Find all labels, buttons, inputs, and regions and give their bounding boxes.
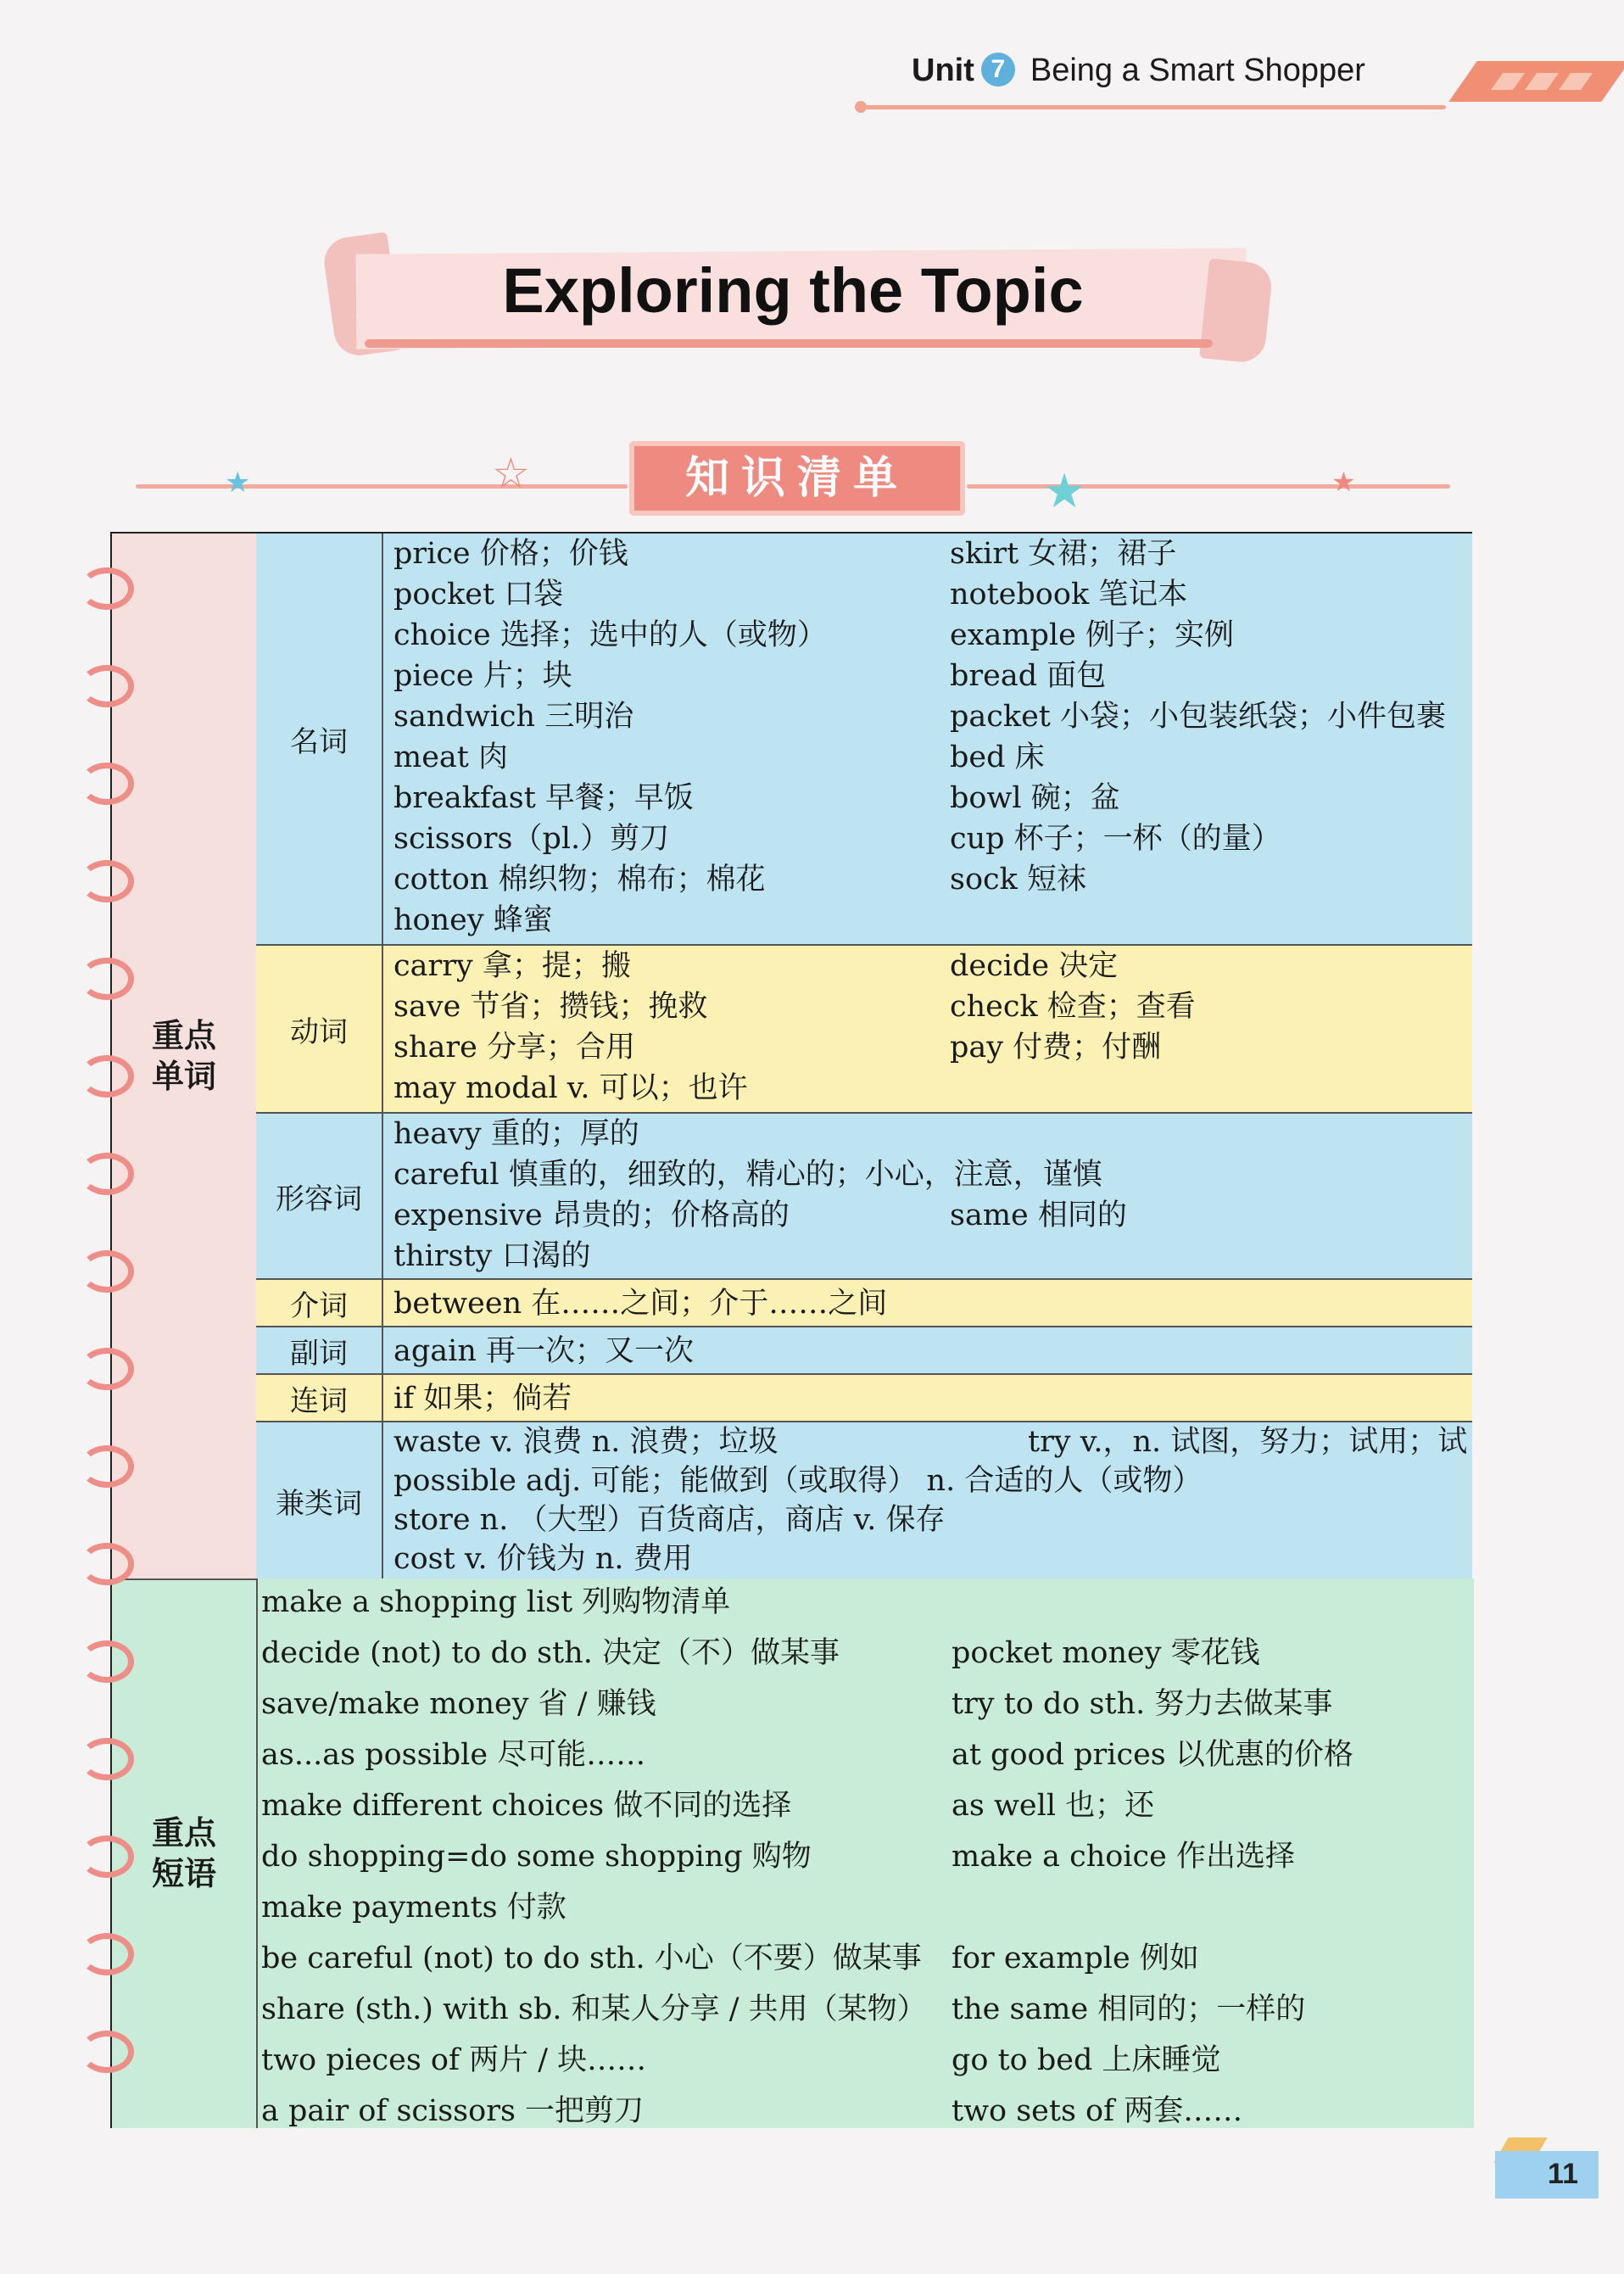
list-item: bowl 碗；盆	[950, 781, 1120, 815]
list-item: notebook 笔记本	[950, 578, 1188, 612]
adverb-text: again 再一次；又一次	[393, 1334, 694, 1368]
list-item: packet 小袋；小包装纸袋；小件包裹	[950, 700, 1446, 734]
list-item: expensive 昂贵的；价格高的	[393, 1198, 790, 1232]
binder-ring	[80, 1640, 134, 1683]
list-item: pay 付费；付酬	[950, 1031, 1162, 1064]
list-item: save 节省；攒钱；挽救	[393, 990, 708, 1024]
list-item: cotton 棉织物；棉布；棉花	[393, 863, 766, 897]
binder-ring	[80, 1153, 134, 1195]
page-number-box	[1495, 2151, 1599, 2199]
list-item: decide (not) to do sth. 决定（不）做某事	[261, 1636, 840, 1670]
binder-ring	[80, 763, 134, 805]
binder-ring	[80, 1055, 134, 1098]
list-item: bed 床	[950, 740, 1045, 774]
unit-header	[912, 53, 1365, 89]
star-icon: ★	[1331, 466, 1356, 498]
binder-ring	[80, 1835, 134, 1878]
star-icon: ★	[225, 466, 251, 500]
preposition-row	[256, 1278, 1472, 1326]
phrases-col2	[952, 1577, 1353, 2137]
list-item: cost v. 价钱为 n. 费用	[393, 1542, 693, 1576]
adverb-row	[256, 1326, 1472, 1373]
list-item: make payments 付款	[261, 1891, 566, 1925]
list-item: try v.，n. 试图，努力；试用；试	[1028, 1425, 1468, 1459]
list-item: pocket 口袋	[393, 578, 564, 612]
list-item: be careful (not) to do sth. 小心（不要）做某事	[261, 1942, 922, 1975]
list-item: make different choices 做不同的选择	[261, 1789, 792, 1823]
words-group-label: 重点单词	[151, 1017, 216, 1095]
list-item: piece 片；块	[393, 659, 572, 693]
binder-ring	[80, 1445, 134, 1488]
list-item: choice 选择；选中的人（或物）	[393, 618, 827, 652]
nouns-row	[256, 534, 1472, 944]
list-item: sock 短袜	[950, 863, 1086, 897]
list-item: make a shopping list 列购物清单	[261, 1585, 731, 1619]
header-decoration	[1448, 61, 1624, 102]
unit-title: Being a Smart Shopper	[1030, 53, 1365, 88]
unit-number-badge: 7	[981, 53, 1015, 87]
list-item: share (sth.) with sb. 和某人分享 / 共用（某物）	[261, 1992, 927, 2026]
verbs-row	[256, 944, 1472, 1112]
list-item: heavy 重的；厚的	[393, 1117, 639, 1151]
page-number: 11	[1548, 2158, 1578, 2190]
phrases-area	[256, 1578, 1474, 2128]
list-item: honey 蜂蜜	[393, 903, 553, 937]
header-rule	[861, 105, 1446, 109]
preposition-text: between 在……之间；介于……之间	[393, 1287, 888, 1321]
verbs-col1	[393, 946, 748, 1109]
conjunction-row	[256, 1373, 1472, 1421]
verbs-label: 动词	[256, 946, 383, 1112]
star-icon: ★	[1043, 464, 1086, 519]
adverb-label: 副词	[256, 1327, 383, 1373]
conjunction-label: 连词	[256, 1375, 383, 1421]
adjectives-col2	[950, 1195, 1127, 1236]
list-item: carry 拿；提；搬	[393, 949, 631, 983]
title-underline	[365, 339, 1213, 348]
list-item: for example 例如	[952, 1942, 1199, 1975]
list-item	[952, 1577, 1353, 1628]
binder-ring	[80, 1543, 134, 1585]
binder-ring	[80, 665, 134, 707]
knowledge-list-banner: 知识清单	[629, 441, 965, 516]
list-item: at good prices 以优惠的价格	[952, 1738, 1353, 1772]
binder-ring	[80, 860, 134, 902]
phrases-group-label: 重点短语	[151, 1814, 216, 1892]
list-item: save/make money 省 / 赚钱	[261, 1687, 656, 1721]
list-item	[952, 1882, 1353, 1933]
list-item: may modal v. 可以；也许	[393, 1071, 748, 1105]
list-item: as...as possible 尽可能……	[261, 1738, 646, 1772]
list-item: make a choice 作出选择	[952, 1840, 1295, 1874]
adjectives-row	[256, 1112, 1472, 1278]
list-item: example 例子；实例	[950, 618, 1234, 652]
list-item: bread 面包	[950, 659, 1107, 693]
verbs-col2	[950, 946, 1196, 1068]
multi-class-row	[256, 1421, 1472, 1578]
page-title: Exploring the Topic	[502, 255, 1084, 326]
list-item: a pair of scissors 一把剪刀	[261, 2094, 645, 2128]
binder-ring	[80, 1250, 134, 1293]
list-item: the same 相同的；一样的	[952, 1992, 1306, 2026]
conjunction-text: if 如果；倘若	[393, 1382, 572, 1416]
list-item: price 价格；价钱	[393, 537, 628, 571]
list-item: two sets of 两套……	[952, 2094, 1243, 2128]
adjectives-label: 形容词	[256, 1114, 383, 1278]
unit-label: Unit	[912, 53, 974, 88]
binder-ring	[80, 1738, 134, 1780]
list-item: share 分享；合用	[393, 1031, 635, 1064]
list-item: sandwich 三明治	[393, 700, 634, 734]
list-item: try to do sth. 努力去做某事	[952, 1687, 1333, 1721]
list-item: meat 肉	[393, 740, 508, 774]
binder-ring	[80, 567, 134, 610]
star-icon: ☆	[492, 449, 530, 498]
multi-class-label: 兼类词	[256, 1422, 383, 1578]
list-item: two pieces of 两片 / 块……	[261, 2043, 647, 2077]
list-item: careful 慎重的，细致的，精心的；小心，注意，谨慎	[393, 1158, 1102, 1192]
list-item: store n. （大型）百货商店，商店 v. 保存	[393, 1503, 946, 1537]
binder-ring	[80, 2031, 134, 2073]
phrases-col1	[261, 1577, 927, 2137]
list-item: cup 杯子；一杯（的量）	[950, 822, 1281, 856]
list-item: as well 也；还	[952, 1789, 1155, 1823]
list-item: check 检查；查看	[950, 990, 1196, 1024]
banner-line-left	[136, 484, 628, 489]
list-item: go to bed 上床睡觉	[952, 2043, 1221, 2077]
binder-ring	[80, 1933, 134, 1975]
binder-ring	[80, 1348, 134, 1390]
list-item: waste v. 浪费 n. 浪费；垃圾	[393, 1425, 779, 1459]
list-item: breakfast 早餐；早饭	[393, 781, 694, 815]
list-item: skirt 女裙；裙子	[950, 537, 1177, 571]
binder-ring	[80, 958, 134, 1000]
list-item: pocket money 零花钱	[952, 1636, 1260, 1670]
nouns-label: 名词	[256, 534, 383, 944]
vocabulary-table	[110, 532, 1472, 2128]
list-item: do shopping=do some shopping 购物	[261, 1840, 812, 1874]
list-item: possible adj. 可能；能做到（或取得） n. 合适的人（或物）	[393, 1464, 1203, 1498]
list-item: same 相同的	[950, 1198, 1127, 1232]
banner-line-right	[967, 484, 1450, 489]
multi-class-col2	[1028, 1422, 1467, 1461]
nouns-col1	[393, 534, 827, 941]
list-item: scissors（pl.）剪刀	[393, 822, 670, 856]
list-item: decide 决定	[950, 949, 1119, 983]
list-item: thirsty 口渴的	[393, 1239, 591, 1273]
nouns-col2	[950, 534, 1446, 900]
preposition-label: 介词	[256, 1280, 383, 1326]
